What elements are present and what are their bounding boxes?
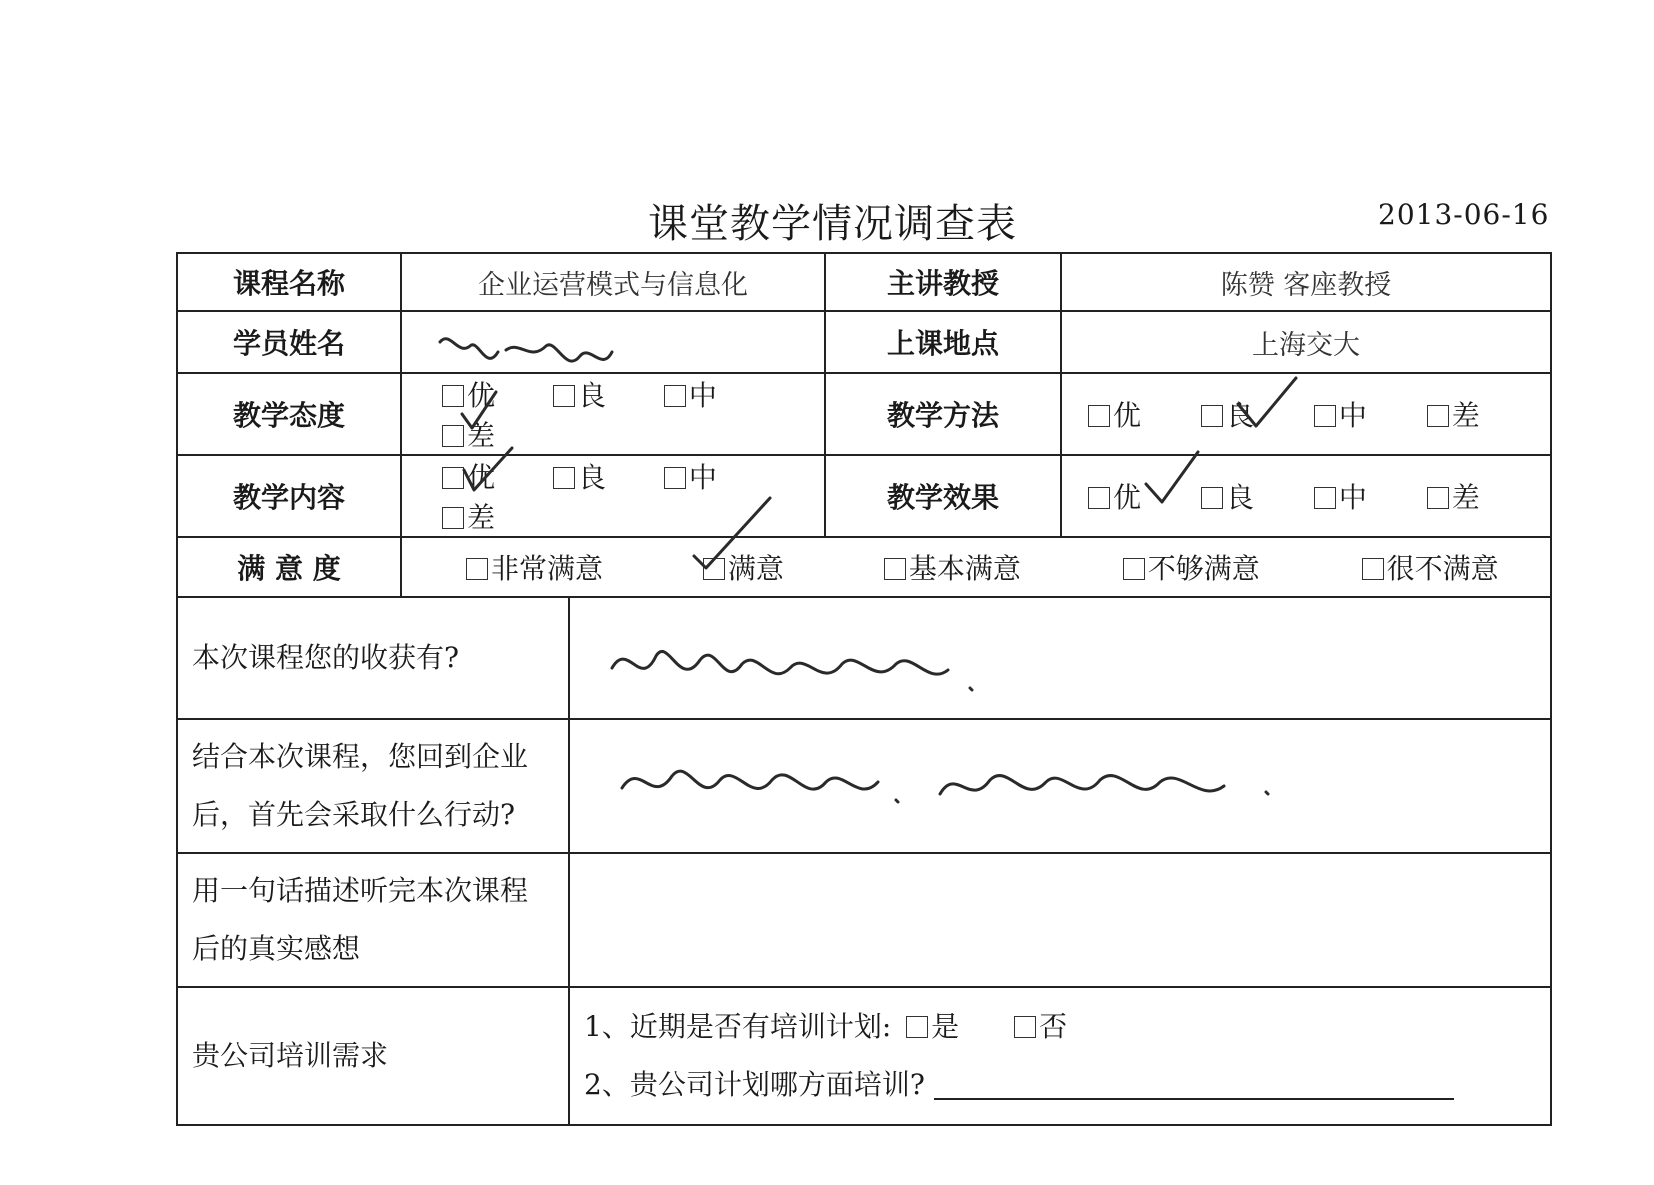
checkbox-icon[interactable] — [1201, 487, 1223, 509]
row-gain — [177, 597, 1551, 719]
checkbox-icon[interactable] — [703, 558, 725, 580]
option-label: 良 — [1225, 399, 1254, 432]
method-option[interactable] — [1088, 394, 1192, 434]
checkbox-icon[interactable] — [1014, 1016, 1036, 1038]
content-option[interactable] — [442, 456, 544, 496]
training-questions — [569, 987, 1551, 1125]
option-label: 差 — [1451, 399, 1480, 432]
option-label: 优 — [467, 461, 496, 494]
attitude-option[interactable] — [442, 374, 544, 414]
option-label: 非常满意 — [491, 552, 604, 585]
training-plan-question: 1、近期是否有培训计划: — [584, 1010, 892, 1043]
option-label: 良 — [577, 379, 606, 412]
gain-answer-field[interactable] — [569, 597, 1551, 719]
option-label: 差 — [467, 419, 496, 452]
option-label: 中 — [1338, 481, 1367, 514]
checkbox-icon[interactable] — [664, 385, 686, 407]
checkbox-icon[interactable] — [664, 467, 686, 489]
attitude-option[interactable] — [442, 414, 495, 454]
option-label: 否 — [1039, 1010, 1068, 1043]
training-no-option[interactable] — [1014, 1010, 1067, 1043]
course-name-value: 企业运营模式与信息化 — [401, 253, 825, 311]
satisfaction-option[interactable] — [884, 547, 1114, 587]
option-label: 良 — [577, 461, 606, 494]
option-label: 很不满意 — [1386, 552, 1499, 585]
row-action — [177, 719, 1551, 853]
effect-option[interactable] — [1201, 476, 1305, 516]
checkbox-icon[interactable] — [1314, 487, 1336, 509]
action-answer-field[interactable] — [569, 719, 1551, 853]
row-attitude — [177, 373, 1551, 455]
training-topic-question: 2、贵公司计划哪方面培训? — [584, 1068, 925, 1101]
checkbox-icon[interactable] — [906, 1016, 928, 1038]
effect-label: 教学效果 — [825, 455, 1061, 537]
training-yes-option[interactable] — [906, 1010, 959, 1043]
satisfaction-option[interactable] — [466, 547, 694, 587]
checkbox-icon[interactable] — [1314, 405, 1336, 427]
training-label: 贵公司培训需求 — [177, 987, 569, 1125]
action-question-line1: 结合本次课程，您回到企业 — [192, 740, 529, 773]
gain-question: 本次课程您的收获有? — [177, 597, 569, 719]
option-label: 优 — [467, 379, 496, 412]
row-satisfaction — [177, 537, 1551, 597]
option-label: 满意 — [727, 552, 784, 585]
effect-options — [1061, 455, 1551, 537]
option-label: 中 — [688, 461, 717, 494]
feeling-question-line2: 后的真实感想 — [192, 932, 361, 965]
row-course — [177, 253, 1551, 311]
option-label: 基本满意 — [908, 552, 1021, 585]
training-topic-line — [584, 1056, 1536, 1114]
form-date: 2013-06-16 — [1378, 198, 1550, 231]
row-student — [177, 311, 1551, 373]
feeling-question-line1: 用一句话描述听完本次课程 — [192, 874, 529, 907]
attitude-options — [401, 373, 825, 455]
satisfaction-option[interactable] — [1123, 547, 1353, 587]
action-question — [177, 719, 569, 853]
satisfaction-option[interactable] — [703, 547, 875, 587]
feeling-answer-field[interactable] — [569, 853, 1551, 987]
lecturer-label: 主讲教授 — [825, 253, 1061, 311]
checkbox-icon[interactable] — [884, 558, 906, 580]
checkbox-icon[interactable] — [442, 507, 464, 529]
checkbox-icon[interactable] — [1123, 558, 1145, 580]
option-label: 中 — [1338, 399, 1367, 432]
lecturer-value: 陈赞 客座教授 — [1061, 253, 1551, 311]
student-name-label: 学员姓名 — [177, 311, 401, 373]
survey-table — [176, 252, 1552, 1126]
attitude-option[interactable] — [664, 374, 766, 414]
content-label: 教学内容 — [177, 455, 401, 537]
attitude-option[interactable] — [553, 374, 655, 414]
content-option[interactable] — [553, 456, 655, 496]
checkbox-icon[interactable] — [442, 467, 464, 489]
option-label: 是 — [931, 1010, 960, 1043]
student-name-field[interactable] — [401, 311, 825, 373]
option-label: 优 — [1113, 481, 1142, 514]
satisfaction-label: 满 意 度 — [177, 537, 401, 597]
form-title: 课堂教学情况调查表 — [648, 201, 1017, 247]
option-label: 中 — [688, 379, 717, 412]
content-options — [401, 455, 825, 537]
course-name-label: 课程名称 — [177, 253, 401, 311]
option-label: 优 — [1113, 399, 1142, 432]
row-training — [177, 987, 1551, 1125]
option-label: 差 — [467, 501, 496, 534]
checkbox-icon[interactable] — [1088, 405, 1110, 427]
checkbox-icon[interactable] — [442, 385, 464, 407]
checkbox-icon[interactable] — [466, 558, 488, 580]
method-option[interactable] — [1427, 394, 1480, 434]
checkbox-icon[interactable] — [1088, 487, 1110, 509]
method-label: 教学方法 — [825, 373, 1061, 455]
effect-option[interactable] — [1314, 476, 1418, 516]
checkbox-icon[interactable] — [553, 385, 575, 407]
feeling-question — [177, 853, 569, 987]
training-topic-input[interactable] — [934, 1070, 1454, 1100]
option-label: 不够满意 — [1147, 552, 1260, 585]
training-plan-line — [584, 998, 1536, 1056]
checkbox-icon[interactable] — [553, 467, 575, 489]
attitude-label: 教学态度 — [177, 373, 401, 455]
effect-option[interactable] — [1088, 476, 1192, 516]
checkbox-icon[interactable] — [1201, 405, 1223, 427]
row-content — [177, 455, 1551, 537]
content-option[interactable] — [664, 456, 766, 496]
satisfaction-option[interactable] — [1362, 547, 1499, 587]
content-option[interactable] — [442, 496, 495, 536]
method-options — [1061, 373, 1551, 455]
location-value: 上海交大 — [1061, 311, 1551, 373]
checkbox-icon[interactable] — [1427, 405, 1449, 427]
satisfaction-options — [401, 537, 1551, 597]
effect-option[interactable] — [1427, 476, 1480, 516]
location-label: 上课地点 — [825, 311, 1061, 373]
checkbox-icon[interactable] — [442, 425, 464, 447]
action-question-line2: 后，首先会采取什么行动? — [192, 798, 516, 831]
option-label: 良 — [1225, 481, 1254, 514]
row-feeling — [177, 853, 1551, 987]
method-option[interactable] — [1201, 394, 1305, 434]
method-option[interactable] — [1314, 394, 1418, 434]
checkbox-icon[interactable] — [1362, 558, 1384, 580]
option-label: 差 — [1451, 481, 1480, 514]
checkbox-icon[interactable] — [1427, 487, 1449, 509]
